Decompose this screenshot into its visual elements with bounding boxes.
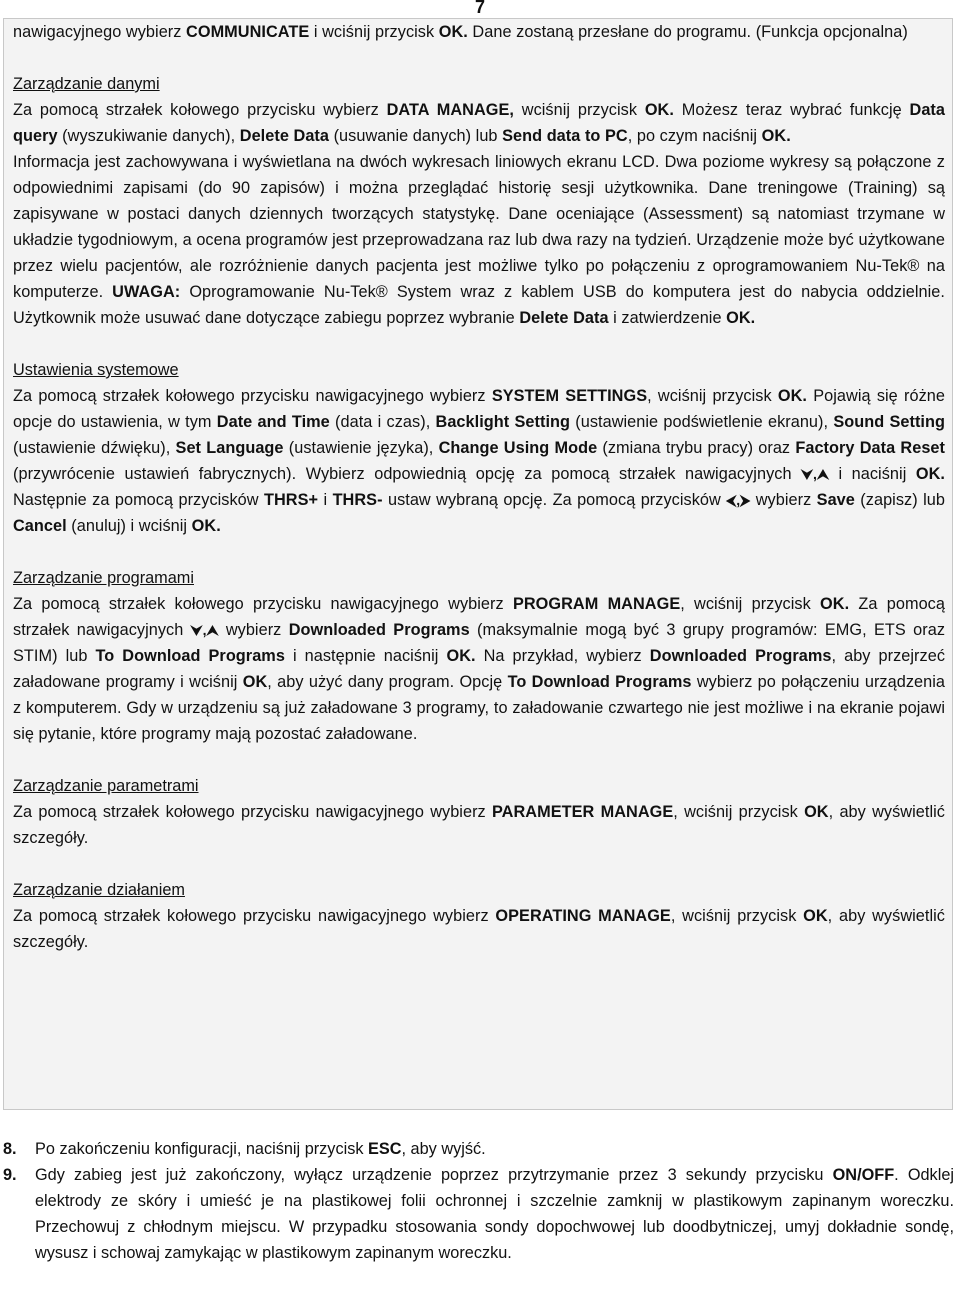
text-run: Informacja jest zachowywana i wyświetlana na dwóch wykresach liniowych ekranu LCD. Dwa poziome wykresy są połączone z odpowiednimi zapisami (do 90 zapisów) i można przeglądać historię sesji użytkownika. Dane treningowe (Training) są zapisywane w postaci danych dziennych tworzących statystykę. Dane oceniające (Assessment) są natomiast trzymane w układzie tygodniowym, a ocena programów jest przeprowadzana raz lub dwa razy na tydzień. Urządzenie może być użytkowane przez wielu pacjentów, ale rozróżnienie danych pacjenta jest możliwe tylko po połączeniu z oprogramowaniem Nu-Tek® na komputerze. [13,153,945,301]
text-run: ustaw wybraną opcję. Za pomocą przycisków [382,491,727,509]
text-run: , aby wyświetlić szczegóły. [13,907,945,951]
bold-term: Delete Data [239,127,329,145]
text-run: (zapisz) lub [854,491,945,509]
text-run: (maksymalnie mogą być 3 grupy programów: EMG, ETS oraz STIM) lub [13,621,946,665]
text-run: , aby przejrzeć załadowane programy i wciśnij [13,647,946,691]
bold-term: Set Language [175,439,284,457]
text-run: Za pomocą strzałek kołowego przycisku nawigacyjnego wybierz [13,803,492,821]
text-run: (anuluj) i wciśnij [66,517,192,535]
bold-term: PROGRAM MANAGE [512,595,681,613]
bold-term: OK. [820,595,850,613]
step-number: 8. [3,1140,17,1158]
text-run: (data i czas), [329,413,436,431]
bold-term: PARAMETER MANAGE [491,803,674,821]
text-run: i wciśnij przycisk [309,23,439,41]
step-9 [0,1162,954,1266]
text-run: Za pomocą strzałek kołowego przycisku nawigacyjnego wybierz [13,595,513,613]
text-run: Za pomocą strzałek kołowego przycisku nawigacyjnego wybierz [13,387,492,405]
step-text [35,1166,954,1262]
text-run: Następnie za pomocą przycisków [13,491,264,509]
bold-term: ESC [368,1140,402,1158]
bold-term: To Download Programs [95,647,285,665]
program-management-heading: Zarządzanie programami [13,569,194,587]
bold-term: OK. [446,647,476,665]
bold-term: Delete Data [519,309,609,327]
step-number: 9. [3,1166,17,1184]
text-run: i [318,491,333,509]
text-run: Po zakończeniu konfiguracji, naciśnij przycisk [35,1140,369,1158]
operating-management-paragraph [13,903,945,955]
bold-term: Downloaded Programs [288,621,470,639]
page-number: 7 [474,0,485,17]
bold-term: SYSTEM SETTINGS [491,387,648,405]
arrow-keys-icon: ⮟,⮝ [190,622,219,638]
bold-term: Save [816,491,855,509]
text-run: Za pomocą strzałek kołowego przycisku wybierz [13,101,387,119]
text-run: , aby użyć dany program. Opcję [267,673,508,691]
text-run: Za pomocą strzałek kołowego przycisku nawigacyjnego wybierz [13,907,496,925]
bold-term: Change Using Mode [438,439,598,457]
text-run: , po czym naciśnij [627,127,762,145]
text-run: . Odklej elektrody ze skóry i umieść je na plastikowej folii ochronnej i szczelnie zamknij w plastikowym zapinanym woreczku. Przechowuj z chłodnym miejscu. W przypadku stosowania sondy dopochwowej lub doodbytniczej, umyj dokładnie sondę, wysusz i schowaj zamykając w plastikowym zapinanym woreczku. [35,1166,954,1262]
text-run: Pojawią się różne opcje do ustawienia, w tym [13,387,945,431]
text-run: Za pomocą strzałek nawigacyjnych [13,595,945,639]
program-management-paragraph [13,591,945,747]
system-settings-paragraph [13,383,945,539]
text-run: , wciśnij przycisk [670,907,804,925]
text-run: wybierz po połączeniu urządzenia z komputerem. Gdy w urządzeniu są już załadowane 3 programy, to załadowanie czwartego nie jest możliwe i na ekranie pojawi się pytanie, które programy mają pozostać załadowane. [13,673,945,743]
text-run: (ustawienie podświetlenie ekranu), [570,413,834,431]
bold-term: Cancel [13,517,67,535]
bold-term: OK [242,673,268,691]
text-run: wybierz [218,621,289,639]
text-run: (wyszukiwanie danych), [57,127,240,145]
parameter-management-paragraph [13,799,945,851]
bold-term: To Download Programs [507,673,692,691]
text-run: Na przykład, wybierz [475,647,650,665]
instructions-box [3,18,953,1110]
text-run: Oprogramowanie Nu-Tek® System wraz z kablem USB do komputera jest do nabycia oddzielnie. Użytkownik może usuwać dane dotyczące zabiegu poprzez wybranie [13,283,945,327]
bold-term: THRS- [332,491,383,509]
data-info-paragraph [13,149,945,331]
text-run: (ustawienie dźwięku), [13,439,176,457]
bold-term: Downloaded Programs [649,647,832,665]
steps-list [0,1136,954,1266]
text-run: (ustawienie języka), [283,439,439,457]
text-run: nawigacyjnego wybierz [13,23,187,41]
arrow-keys-icon: ⮟,⮝ [801,466,829,482]
bold-term: Data query [13,101,946,145]
step-text [35,1140,486,1158]
text-run: i następnie naciśnij [284,647,447,665]
bold-term: Date and Time [216,413,330,431]
bold-term: Backlight Setting [435,413,571,431]
text-run: i naciśnij [828,465,916,483]
bold-term: OK. [191,517,221,535]
text-run: , aby wyjść. [401,1140,486,1158]
text-run: , aby wyświetlić szczegóły. [13,803,945,847]
bold-term: ON/OFF [832,1166,895,1184]
bold-term: OK. [761,127,791,145]
bold-term: COMMUNICATE [186,23,310,41]
bold-term: OK [803,907,828,925]
bold-term: THRS+ [264,491,319,509]
bold-term: DATA MANAGE, [386,101,514,119]
bold-term: OK. [777,387,807,405]
text-run: Gdy zabieg jest już zakończony, wyłącz urządzenie poprzez przytrzymanie przez 3 sekundy przycisku [35,1166,833,1184]
bold-term: OPERATING MANAGE [495,907,671,925]
text-run: wybierz [750,491,817,509]
text-run: wciśnij przycisk [513,101,645,119]
bold-term: Send data to PC [502,127,628,145]
bold-term: OK. [644,101,674,119]
text-run: (zmiana trybu pracy) oraz [597,439,796,457]
arrow-keys-icon: ⮜,⮞ [726,492,751,508]
communicate-paragraph [13,19,945,45]
bold-term: Factory Data Reset [795,439,946,457]
system-settings-heading: Ustawienia systemowe [13,361,179,379]
step-8 [0,1136,954,1162]
bold-term: OK. [438,23,468,41]
text-run: Dane zostaną przesłane do programu. (Funkcja opcjonalna) [467,23,908,41]
text-run: , wciśnij przycisk [673,803,805,821]
data-management-heading: Zarządzanie danymi [13,75,160,93]
text-run: , wciśnij przycisk [647,387,778,405]
text-run: Możesz teraz wybrać funkcję [673,101,910,119]
text-run: (przywrócenie ustawień fabrycznych). Wybierz odpowiednią opcję za pomocą strzałek nawigacyjnych [13,465,802,483]
parameter-management-heading: Zarządzanie parametrami [13,777,199,795]
bold-term: OK. [726,309,756,327]
text-run: , wciśnij przycisk [680,595,821,613]
operating-management-heading: Zarządzanie działaniem [13,881,185,899]
bold-term: UWAGA: [112,283,181,301]
text-run: (usuwanie danych) lub [329,127,503,145]
bold-term: Sound Setting [833,413,946,431]
bold-term: OK. [915,465,945,483]
data-management-paragraph [13,97,945,149]
bold-term: OK [804,803,829,821]
text-run: i zatwierdzenie [608,309,727,327]
